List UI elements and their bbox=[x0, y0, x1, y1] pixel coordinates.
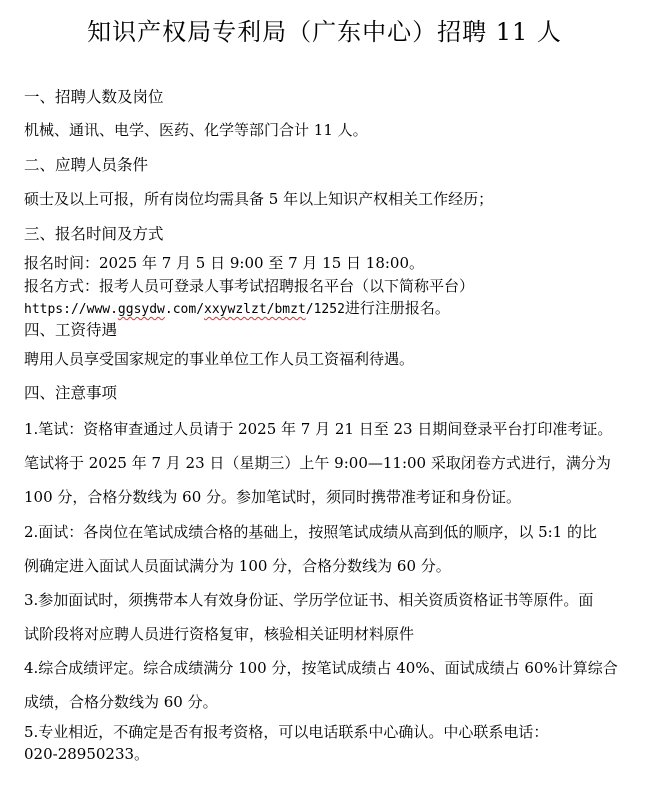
notes-line: 3.参加面试时，须携带本人有效身份证、学历学位证书、相关资质资格证书等原件。面 bbox=[24, 591, 594, 609]
notes-line: 笔试将于 2025 年 7 月 23 日（星期三）上午 9:00—11:00 采取闭卷方式进行，满分为 bbox=[24, 454, 611, 472]
section-heading-registration: 三、报名时间及方式 bbox=[24, 225, 164, 243]
notes-line: 4.综合成绩评定。综合成绩满分 100 分，按笔试成绩占 40%、面试成绩占 60%计算综合 bbox=[24, 659, 618, 677]
notes-line: 1.笔试：资格审查通过人员请于 2025 年 7 月 21 日至 23 日期间登录平台打印准考证。 bbox=[24, 420, 613, 438]
section-heading-requirements: 二、应聘人员条件 bbox=[24, 156, 149, 174]
notes-line: 5.专业相近，不确定是否有报考资格，可以电话联系中心确认。中心联系电话： bbox=[24, 723, 549, 741]
notes-line: 试阶段将对应聘人员进行资格复审，核验相关证明材料原件 bbox=[24, 625, 415, 643]
registration-url-prefix: https://www. bbox=[24, 302, 118, 317]
section-heading-notes: 四、注意事项 bbox=[24, 384, 118, 402]
section-heading-positions: 一、招聘人数及岗位 bbox=[24, 88, 164, 106]
salary-text: 聘用人员享受国家规定的事业单位工作人员工资福利待遇。 bbox=[24, 350, 415, 368]
notes-line: 100 分，合格分数线为 60 分。参加笔试时，须同时携带准考证和身份证。 bbox=[24, 488, 522, 506]
notes-line: 成绩，合格分数线为 60 分。 bbox=[24, 693, 218, 711]
registration-time: 报名时间：2025 年 7 月 5 日 9:00 至 7 月 15 日 18:00。 bbox=[24, 254, 425, 272]
registration-url-tail: 进行注册报名。 bbox=[344, 299, 450, 317]
positions-text: 机械、通讯、电学、医药、化学等部门合计 11 人。 bbox=[24, 121, 368, 139]
registration-method: 报名方式：报考人员可登录人事考试招聘报名平台（以下简称平台） bbox=[24, 277, 475, 295]
notes-line: 2.面试：各岗位在笔试成绩合格的基础上，按照笔试成绩从高到低的顺序，以 5:1 的比 bbox=[24, 523, 597, 541]
contact-phone: 020-28950233。 bbox=[24, 745, 150, 763]
registration-url-path: xxywzlzt/bmzt bbox=[204, 302, 306, 317]
notes-line: 例确定进入面试人员面试满分为 100 分，合格分数线为 60 分。 bbox=[24, 557, 451, 575]
registration-url-line bbox=[24, 298, 450, 320]
section-heading-salary: 四、工资待遇 bbox=[24, 321, 118, 339]
requirements-text: 硕士及以上可报，所有岗位均需具备 5 年以上知识产权相关工作经历； bbox=[24, 190, 494, 208]
registration-url-suffix: /1252 bbox=[305, 302, 345, 317]
registration-url-domain: ggsydw bbox=[117, 302, 165, 317]
registration-url-mid: .com/ bbox=[164, 302, 205, 317]
document-title: 知识产权局专利局（广东中心）招聘 11 人 bbox=[87, 18, 562, 46]
